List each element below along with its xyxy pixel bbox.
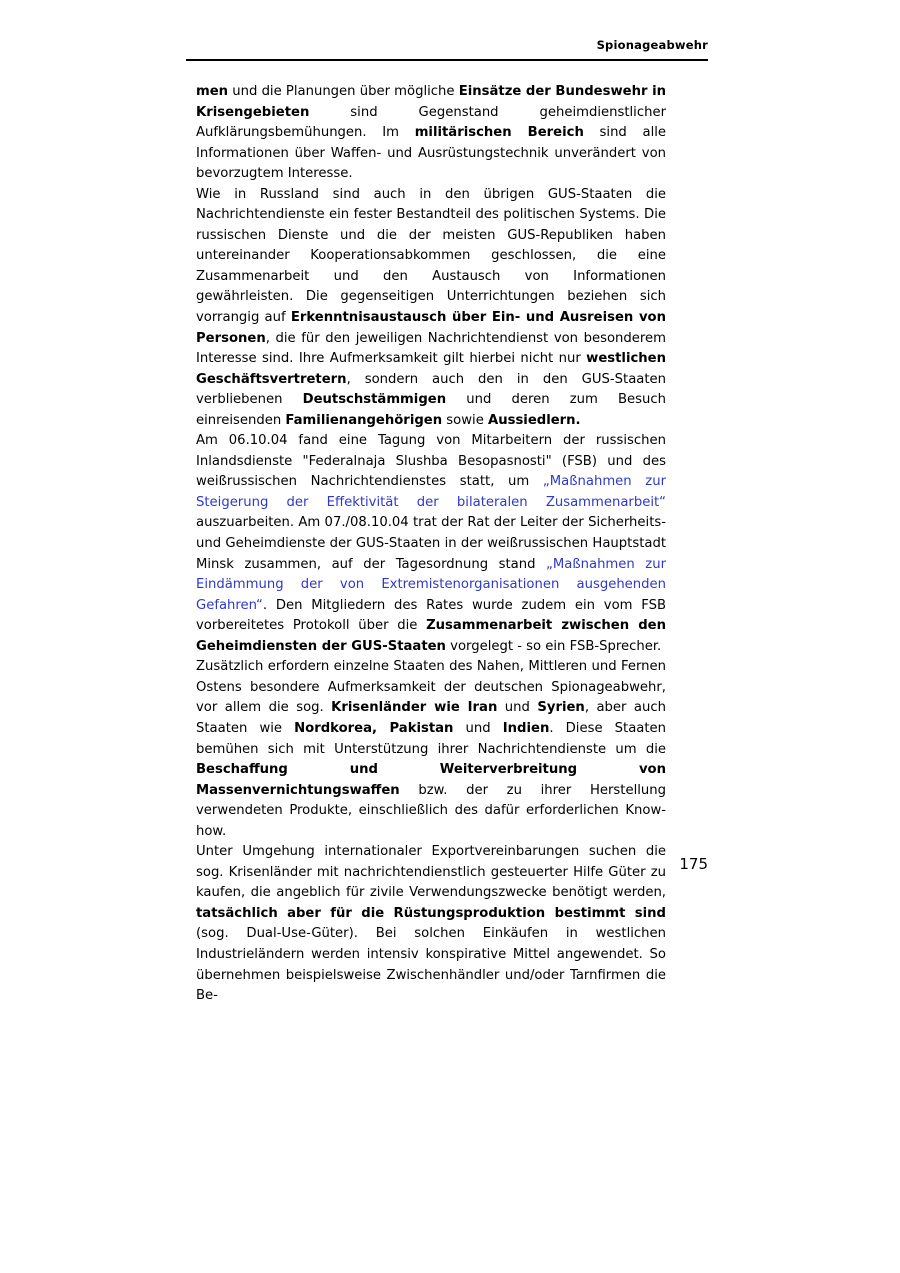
text-run: sowie [442, 412, 488, 428]
text-run: Unter Umgehung internationaler Exportvereinbarungen suchen die sog. Krisenländer mit nachrichtendienstlich gesteuerter Hilfe Güter zu kaufen, die angeblich für zivile Verwendungszwecke benötigt werden, [196, 844, 666, 901]
paragraph [196, 82, 666, 185]
text-run: Zusätzlich erfordern einzelne Staaten des Nahen, Mittleren und Fernen Ostens besondere Aufmerksamkeit der deutschen Spionageabwehr, vor allem die sog. [196, 659, 666, 716]
emphasis-text: militärischen Bereich [414, 125, 584, 141]
emphasis-text: Beschaffung und Weiterverbreitung von Massenvernichtungswaffen [196, 762, 666, 798]
emphasis-text: Krisenländer wie Iran [331, 700, 498, 716]
text-run: , die für den jeweiligen Nachrichtendienst von besonderem Interesse sind. Ihre Aufmerksamkeit gilt hierbei nicht nur [196, 330, 666, 367]
text-run: und [453, 720, 503, 736]
text-run: , sondern auch den in den GUS-Staaten verbliebenen [196, 371, 666, 408]
text-run: und deren zum Besuch einreisenden [196, 392, 666, 428]
emphasis-text: westlichen Geschäftsvertretern [196, 351, 666, 387]
emphasis-text: Einsätze der Bundeswehr in Krisengebieten [196, 84, 666, 120]
paragraph [196, 657, 666, 842]
text-run: Am 06.10.04 fand eine Tagung von Mitarbeitern der russischen Inlandsdienste "Federalnaja Slushba Besopasnosti" (FSB) und des weißrussischen Nachrichtendienstes statt, um [196, 433, 666, 490]
paragraph [196, 431, 666, 657]
emphasis-text: tatsächlich aber für die Rüstungsproduktion bestimmt sind [196, 905, 666, 921]
text-run: (sog. Dual-Use-Güter). Bei solchen Einkäufen in westlichen Industrieländern werden intensiv konspirative Mittel angewendet. So übernehmen beispielsweise Zwischenhändler und/oder Tarnfirmen die Be- [196, 926, 666, 1004]
emphasis-text: Aussiedlern. [488, 412, 581, 428]
text-run: vorgelegt - so ein FSB-Sprecher. [445, 638, 662, 654]
emphasis-text: Syrien [537, 700, 585, 716]
emphasis-text: men [196, 84, 229, 99]
text-run: sind Gegenstand geheimdienstlicher Aufklärungsbemühungen. Im [196, 104, 666, 141]
quoted-phrase: „Maßnahmen zur Steigerung der Effektivität der bilateralen Zusammenarbeit“ [196, 474, 666, 510]
quoted-phrase: „Maßnahmen zur Eindämmung der von Extremistenorganisationen ausgehenden Gefahren“ [196, 556, 666, 613]
emphasis-text: Nordkorea, Pakistan [294, 720, 454, 736]
emphasis-text: Indien [502, 720, 550, 736]
header-rule [186, 59, 708, 61]
text-run: sind alle Informationen über Waffen- und Ausrüstungstechnik unverändert von bevorzugtem Interesse. [196, 125, 667, 182]
emphasis-text: Erkenntnisaustausch über Ein- und Ausreisen von Personen [196, 310, 666, 346]
text-run: bzw. der zu ihrer Herstellung verwendeten Produkte, einschließlich des dafür erforderlichen Know-how. [196, 782, 666, 839]
text-run: . Diese Staaten bemühen sich mit Unterstützung ihrer Nachrichtendienste um die [196, 720, 667, 757]
paragraph [196, 185, 666, 432]
emphasis-text: Familienangehörigen [285, 412, 443, 428]
running-head: Spionageabwehr [596, 38, 708, 52]
text-run: . Den Mitgliedern des Rates wurde zudem ein vom FSB vorbereitetes Protokoll über die [196, 597, 666, 634]
text-run: Wie in Russland sind auch in den übrigen GUS-Staaten die Nachrichtendienste ein fester Bestandteil des politischen Systems. Die russischen Dienste und die der meisten GUS-Republiken haben untereinander Kooperationsabkommen geschlossen, die eine Zusammenarbeit und den Austausch von Informationen gewährleisten. Die gegenseitigen Unterrichtungen beziehen sich vorrangig auf [196, 186, 666, 326]
text-run: auszuarbeiten. Am 07./08.10.04 trat der Rat der Leiter der Sicherheits- und Geheimdienste der GUS-Staaten in der weißrussischen Hauptstadt Minsk zusammen, auf der Tagesordnung stand [196, 515, 666, 572]
text-run: , aber auch Staaten wie [196, 700, 666, 736]
emphasis-text: Zusammenarbeit zwischen den Geheimdiensten der GUS-Staaten [196, 618, 666, 654]
text-run: und die Planungen über mögliche [228, 84, 459, 99]
page-number: 175 [679, 855, 708, 873]
text-run: und [497, 700, 538, 716]
emphasis-text: Deutschstämmigen [302, 392, 447, 408]
